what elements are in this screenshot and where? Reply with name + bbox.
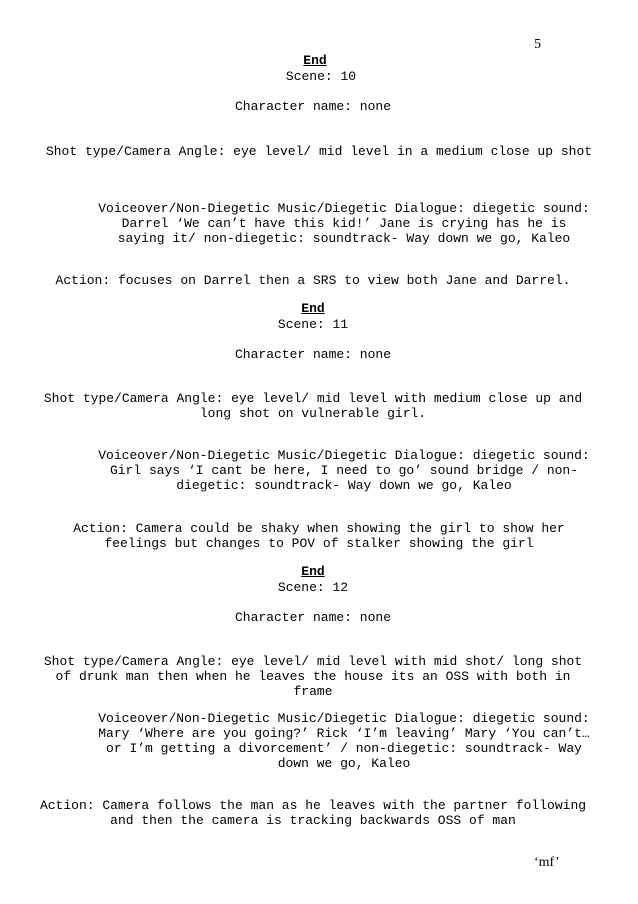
voiceover-line: Darrel ‘We can’t have this kid!’ Jane is crying has he is [121, 216, 567, 231]
shot-type: Shot type/Camera Angle: eye level/ mid level with mid shot/ long shot [43, 654, 583, 669]
voiceover-line: diegetic: soundtrack- Way down we go, Kaleo [176, 478, 512, 493]
voiceover-line: Voiceover/Non-Diegetic Music/Diegetic Dialogue: diegetic sound: [98, 201, 590, 216]
end-label: End [301, 301, 325, 316]
end-label: End [303, 53, 327, 68]
scene-heading: Scene: 10 [285, 69, 357, 84]
action-line: feelings but changes to POV of stalker showing the girl [104, 536, 534, 551]
end-label: End [301, 564, 325, 579]
shot-type: Shot type/Camera Angle: eye level/ mid level in a medium close up shot [45, 144, 593, 159]
shot-type: long shot on vulnerable girl. [199, 406, 427, 421]
action-line: Action: Camera follows the man as he leaves with the partner following [39, 798, 587, 813]
page-number: 5 [534, 37, 541, 52]
footer-initials: ‘mf’ [534, 855, 560, 870]
action-line: Action: focuses on Darrel then a SRS to view both Jane and Darrel. [55, 273, 571, 288]
character-name: Character name: none [234, 347, 392, 362]
character-name: Character name: none [234, 99, 392, 114]
action-line: and then the camera is tracking backwards OSS of man [110, 813, 516, 828]
scene-heading: Scene: 11 [277, 317, 349, 332]
voiceover-line: Mary ‘Where are you going?’ Rick ‘I’m leaving’ Mary ‘You can’t… [98, 726, 590, 741]
voiceover-line: Voiceover/Non-Diegetic Music/Diegetic Dialogue: diegetic sound: [98, 448, 590, 463]
voiceover-line: saying it/ non-diegetic: soundtrack- Way down we go, Kaleo [117, 231, 571, 246]
voiceover-line: Voiceover/Non-Diegetic Music/Diegetic Dialogue: diegetic sound: [98, 711, 590, 726]
shot-type: of drunk man then when he leaves the house its an OSS with both in [55, 669, 571, 684]
action-line: Action: Camera could be shaky when showing the girl to show her [73, 521, 565, 536]
shot-type: frame [293, 684, 333, 699]
scene-heading: Scene: 12 [277, 580, 349, 595]
voiceover-line: Girl says ‘I cant be here, I need to go’ sound bridge / non- [109, 463, 579, 478]
voiceover-line: or I’m getting a divorcement’ / non-diegetic: soundtrack- Way [106, 741, 582, 756]
voiceover-line: down we go, Kaleo [277, 756, 411, 771]
character-name: Character name: none [234, 610, 392, 625]
shot-type: Shot type/Camera Angle: eye level/ mid level with medium close up and [43, 391, 583, 406]
